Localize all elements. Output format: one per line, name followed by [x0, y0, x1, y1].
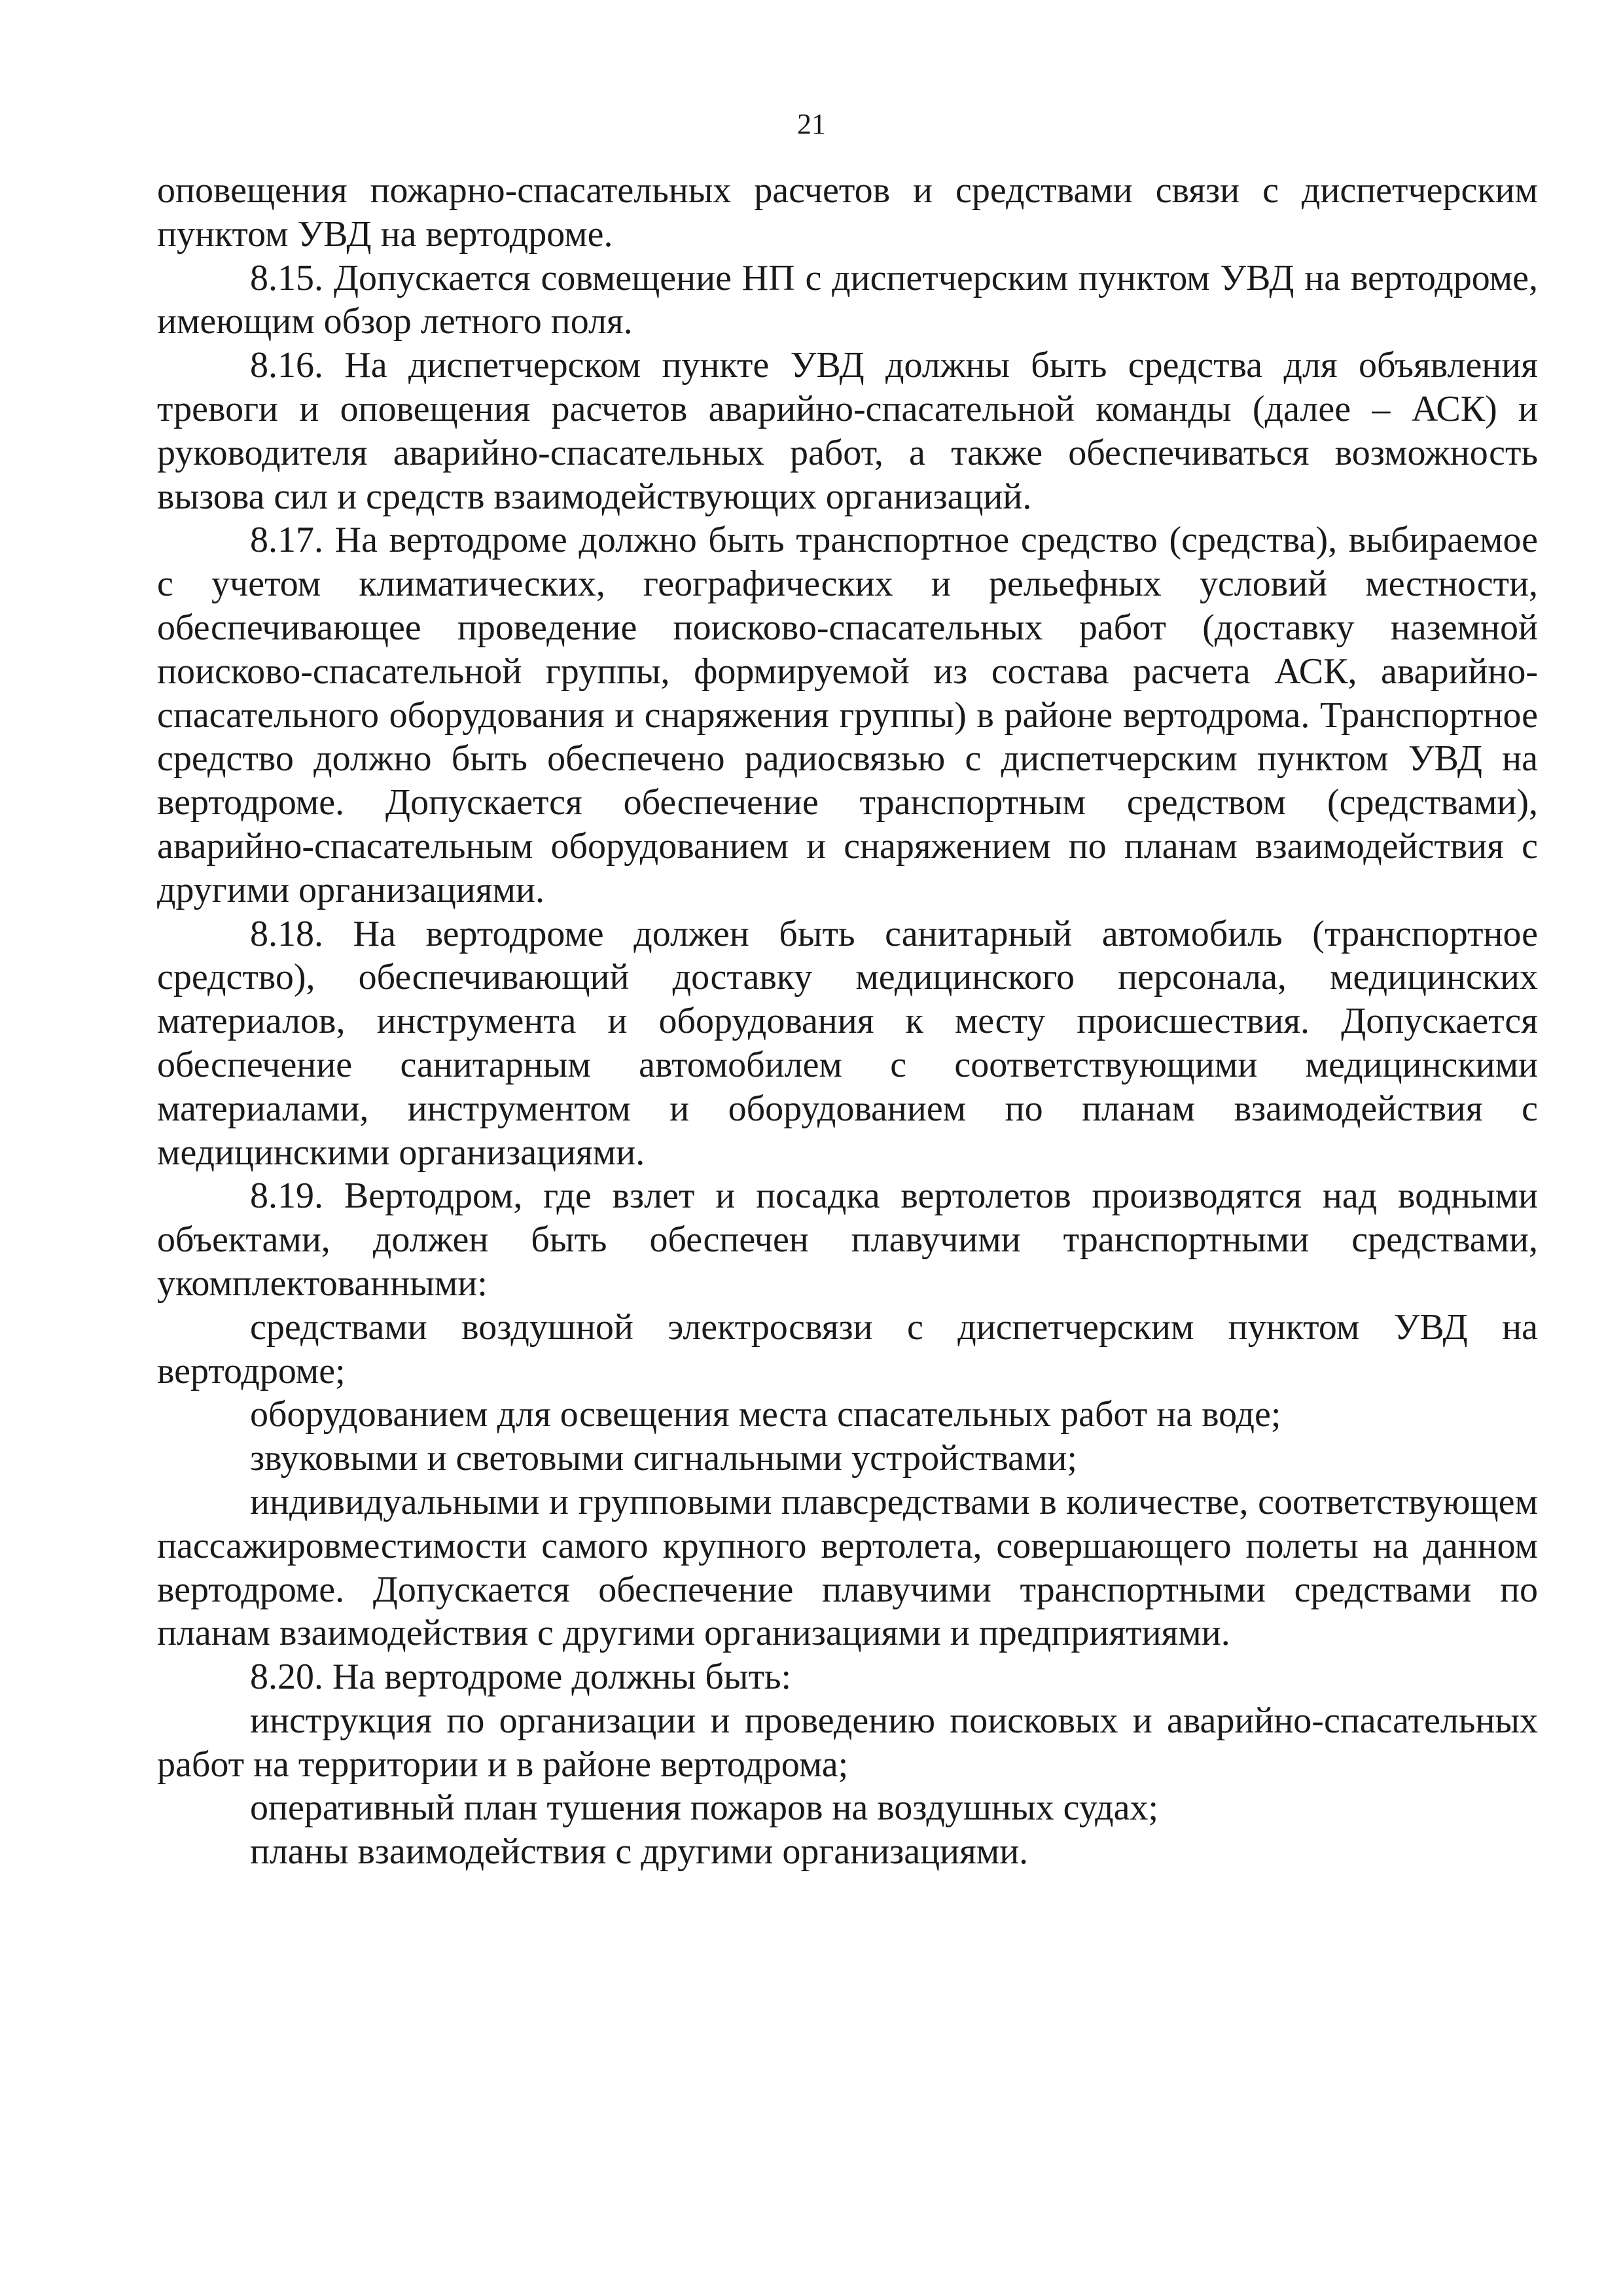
body-text: [157, 169, 1538, 1874]
list-item-flotation-devices: индивидуальными и групповыми плавсредствами в количестве, соответствующем пассажировместимости самого крупного вертолета, совершающего полеты на данном вертодроме. Допускается обеспечение плавучими транспортными средствами по планам взаимодействия с другими организациями и предприятиями.: [157, 1481, 1538, 1654]
page-number: 21: [797, 108, 826, 140]
paragraph-continuation: оповещения пожарно-спасательных расчетов и средствами связи с диспетчерским пунктом УВД на вертодроме.: [157, 170, 1538, 255]
list-item-search-rescue-instruction: инструкция по организации и проведению поисковых и аварийно-спасательных работ на территории и в районе вертодрома;: [157, 1700, 1538, 1785]
list-item-fire-plan: оперативный план тушения пожаров на воздушных судах;: [250, 1787, 1159, 1829]
paragraph-8-16: 8.16. На диспетчерском пункте УВД должны быть средства для объявления тревоги и оповещения расчетов аварийно-спасательной команды (далее – АСК) и руководителя аварийно-спасательных работ, а также обеспечиваться возможность вызова сил и средств взаимодействующих организаций.: [157, 345, 1538, 517]
paragraph-8-18: 8.18. На вертодроме должен быть санитарный автомобиль (транспортное средство), обеспечивающий доставку медицинского персонала, медицинских материалов, инструмента и оборудования к месту происшествия. Допускается обеспечение санитарным автомобилем с соответствующими медицинскими материалами, инструментом и оборудованием по планам взаимодействия с медицинскими организациями.: [157, 913, 1538, 1173]
list-item-interaction-plans: планы взаимодействия с другими организациями.: [250, 1831, 1029, 1873]
paragraph-8-17: 8.17. На вертодроме должно быть транспортное средство (средства), выбираемое с учетом климатических, географических и рельефных условий местности, обеспечивающее проведение поисково-спасательных работ (доставку наземной поисково-спасательной группы, формируемой из состава расчета АСК, аварийно-спасательного оборудования и снаряжения группы) в районе вертодрома. Транспортное средство должно быть обеспечено радиосвязью с диспетчерским пунктом УВД на вертодроме. Допускается обеспечение транспортным средством (средствами), аварийно-спасательным оборудованием и снаряжением по планам взаимодействия с другими организациями.: [157, 520, 1538, 910]
list-item-lighting-equipment: оборудованием для освещения места спасательных работ на воде;: [250, 1394, 1281, 1435]
list-item-signal-devices: звуковыми и световыми сигнальными устройствами;: [250, 1438, 1077, 1479]
paragraph-8-15: 8.15. Допускается совмещение НП с диспетчерским пунктом УВД на вертодроме, имеющим обзор летного поля.: [157, 257, 1538, 342]
paragraph-8-20: 8.20. На вертодроме должны быть:: [250, 1657, 792, 1698]
list-item-air-communication: средствами воздушной электросвязи с диспетчерским пунктом УВД на вертодроме;: [157, 1306, 1538, 1391]
paragraph-8-19: 8.19. Вертодром, где взлет и посадка вертолетов производятся над водными объектами, должен быть обеспечен плавучими транспортными средствами, укомплектованными:: [157, 1175, 1538, 1304]
